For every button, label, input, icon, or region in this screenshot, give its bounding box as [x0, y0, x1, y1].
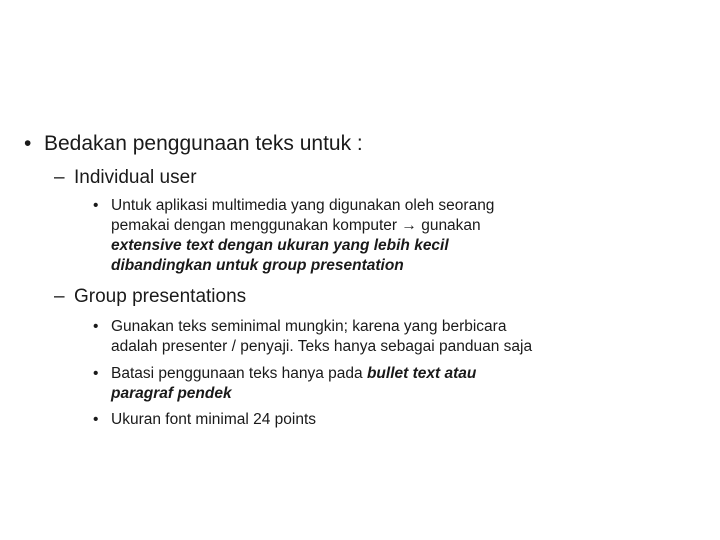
item-text: Batasi penggunaan teks hanya pada: [111, 365, 367, 382]
bullet-icon: •: [93, 411, 99, 428]
item-emphasis-line: paragraf pendek: [111, 385, 232, 402]
section-heading: Individual user: [74, 167, 197, 188]
item-text-line: pemakai dengan menggunakan komputer → gunakan: [111, 217, 481, 234]
main-bullet: [24, 131, 363, 157]
list-item: [93, 410, 691, 430]
item-emphasis-line: extensive text dengan ukuran yang lebih kecil: [111, 237, 449, 254]
item-text-line: [111, 364, 691, 384]
item-text-line: Untuk aplikasi multimedia yang digunakan oleh seorang: [111, 197, 495, 214]
item-text-line: Gunakan teks seminimal mungkin; karena yang berbicara: [111, 318, 507, 335]
bullet-icon: •: [93, 197, 99, 214]
item-emphasis: bullet text atau: [366, 365, 477, 382]
dash-icon: –: [54, 286, 65, 307]
list-item: [93, 364, 691, 404]
list-item: [93, 317, 691, 357]
slide-title: Bedakan penggunaan teks untuk :: [44, 132, 363, 155]
section-heading: Group presentations: [74, 286, 247, 307]
bullet-icon: •: [93, 365, 99, 382]
section-group-presentations: [54, 285, 247, 309]
dash-icon: –: [54, 167, 65, 188]
bullet-icon: •: [93, 318, 99, 335]
item-text-line: Ukuran font minimal 24 points: [111, 411, 317, 428]
section-individual-user: [54, 166, 197, 190]
list-item: [93, 196, 691, 276]
item-emphasis-line: dibandingkan untuk group presentation: [111, 257, 404, 274]
item-text-line: adalah presenter / penyaji. Teks hanya sebagai panduan saja: [111, 338, 533, 355]
bullet-icon: •: [24, 132, 32, 155]
